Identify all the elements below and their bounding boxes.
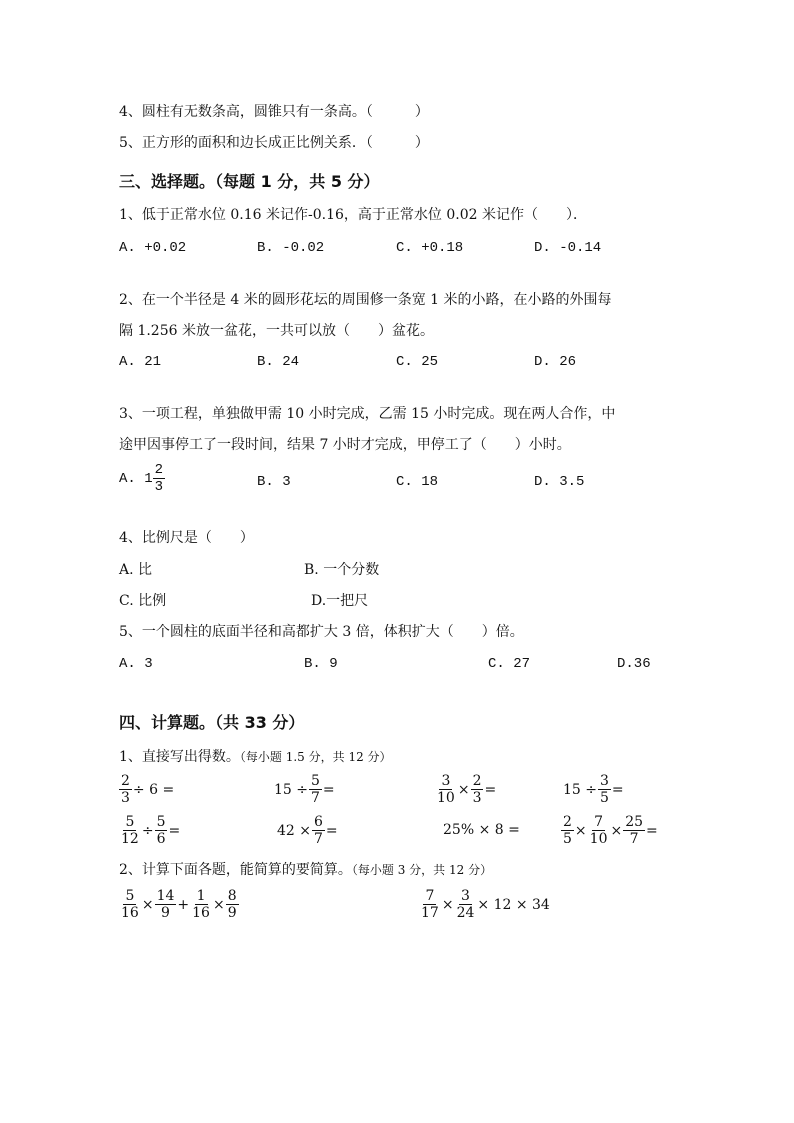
- expr-prefix: 15 ÷: [274, 781, 308, 798]
- fraction-denominator: 12: [121, 831, 139, 847]
- fraction: [309, 773, 322, 806]
- s4-q2-expr-2: [419, 888, 550, 921]
- section3-title: 三、选择题。（每题 1 分，共 5 分）: [119, 172, 380, 191]
- fraction: [419, 888, 441, 921]
- fraction-denominator: 5: [563, 831, 572, 847]
- fraction-numerator: 1: [196, 888, 206, 904]
- s4-q1-expr-2: [274, 773, 335, 806]
- fraction: [226, 888, 239, 921]
- fraction-denominator: 9: [161, 905, 170, 921]
- fraction-denominator: 3: [121, 790, 130, 806]
- s4-q1-expr-4: [563, 773, 624, 806]
- fraction: [623, 814, 645, 847]
- expr-rest: =: [484, 781, 497, 798]
- fraction-numerator: 6: [314, 814, 323, 830]
- s3-q1-option-d: D. -0.14: [534, 240, 602, 256]
- s3-q2-option-b: B. 24: [257, 354, 300, 370]
- fraction-denominator: 10: [589, 831, 608, 847]
- expr-operator: ×: [212, 896, 225, 913]
- s3-q5-stem: 5、一个圆柱的底面半径和高都扩大 3 倍，体积扩大（ ）倍。: [119, 624, 524, 640]
- expr-prefix: 42 ×: [277, 822, 311, 839]
- s3-q1-option-c: C. +0.18: [396, 240, 464, 256]
- fraction-numerator: 5: [125, 888, 135, 904]
- s3-q5-option-d: D.36: [617, 656, 651, 672]
- fraction-numerator: 3: [441, 773, 451, 789]
- s3-q2-option-a: A. 21: [119, 354, 162, 370]
- s3-q2-stem-line1: 2、在一个半径是 4 米的圆形花坛的周围修一条宽 1 米的小路，在小路的外围每: [119, 292, 612, 308]
- fraction: [312, 814, 325, 847]
- judge-q5: 5、正方形的面积和边长成正比例关系．（ ）: [119, 135, 429, 151]
- s3-q5-option-a: A. 3: [119, 656, 153, 672]
- fraction: [119, 814, 141, 847]
- fraction-numerator: 5: [125, 814, 135, 830]
- s4-q2-stem-text: 2、计算下面各题，能简算的要简算。: [119, 862, 352, 878]
- fraction: [588, 814, 610, 847]
- s3-q4-option-c: C. 比例: [119, 593, 167, 609]
- fraction-numerator: 3: [461, 888, 470, 904]
- fraction-denominator: 6: [156, 831, 166, 847]
- fraction: [155, 814, 168, 847]
- s3-q1-option-b: B. -0.02: [257, 240, 325, 256]
- fraction: [455, 888, 477, 921]
- s4-q1-expr-3: [435, 773, 496, 806]
- s3-q3-option-a-fraction: [153, 462, 165, 495]
- s3-q3-option-c: C. 18: [396, 474, 439, 490]
- s4-q2-note: （每小题 3 分，共 12 分）: [351, 863, 493, 877]
- fraction: [119, 888, 141, 921]
- expr-rest: =: [325, 822, 338, 839]
- fraction-numerator: 14: [156, 888, 175, 904]
- expr-operator: ×: [610, 822, 623, 839]
- s4-q2-stem: [119, 860, 492, 880]
- s3-q3-stem-line2: 途甲因事停工了一段时间，结果 7 小时才完成，甲停工了（ ）小时。: [119, 437, 571, 453]
- s3-q3-option-b: B. 3: [257, 474, 291, 490]
- expr-rest: =: [646, 822, 658, 839]
- s4-q1-expr-6: [277, 814, 338, 847]
- expr-rest: × 12 × 34: [477, 896, 550, 913]
- fraction-numerator: 8: [227, 888, 237, 904]
- fraction: [598, 773, 611, 806]
- s3-q4-stem: 4、比例尺是（ ）: [119, 530, 254, 546]
- fraction-numerator: 5: [156, 814, 166, 830]
- s4-q1-note: （每小题 1.5 分，共 12 分）: [239, 750, 392, 764]
- s3-q3-option-d: D. 3.5: [534, 474, 585, 490]
- s4-q2-expr-1: [119, 888, 239, 921]
- fraction-denominator: 16: [192, 905, 210, 921]
- judge-q4: 4、圆柱有无数条高，圆锥只有一条高。（ ）: [119, 104, 429, 120]
- s3-q4-option-b: B. 一个分数: [304, 562, 380, 578]
- s3-q2-option-c: C. 25: [396, 354, 439, 370]
- expr-text: 25% × 8 =: [443, 822, 520, 838]
- fraction-denominator: 7: [629, 831, 639, 847]
- fraction-denominator: 9: [227, 905, 237, 921]
- s4-q1-expr-1: [119, 773, 174, 806]
- s4-q1-expr-5: [119, 814, 180, 847]
- s3-q5-option-b: B. 9: [304, 656, 338, 672]
- fraction-numerator: 2: [472, 773, 482, 789]
- expr-rest: ÷ 6 =: [132, 781, 175, 798]
- fraction-denominator: 17: [421, 905, 439, 921]
- fraction-denominator: 7: [311, 790, 320, 806]
- s3-q3-option-a-prefix: A. 1: [119, 470, 153, 487]
- fraction-numerator: 2: [121, 773, 130, 789]
- fraction-denominator: 16: [121, 905, 139, 921]
- expr-operator: +: [177, 896, 190, 913]
- s3-q1-option-a: A. +0.02: [119, 240, 187, 256]
- fraction: [471, 773, 484, 806]
- fraction-numerator: 25: [625, 814, 644, 830]
- section4-title: 四、计算题。（共 33 分）: [119, 713, 305, 732]
- s3-q4-option-a: A. 比: [119, 562, 153, 578]
- fraction-denominator: 10: [437, 790, 455, 806]
- fraction-denominator: 3: [472, 790, 482, 806]
- fraction-numerator: 5: [311, 773, 320, 789]
- fraction-numerator: 3: [600, 773, 609, 789]
- expr-operator: ×: [574, 822, 587, 839]
- s3-q3-option-a: [119, 462, 165, 495]
- s3-q2-option-d: D. 26: [534, 354, 577, 370]
- fraction: [435, 773, 457, 806]
- s3-q2-stem-line2: 隔 1.256 米放一盆花，一共可以放（ ）盆花。: [119, 323, 434, 339]
- s3-q3-stem-line1: 3、一项工程，单独做甲需 10 小时完成，乙需 15 小时完成。现在两人合作，中: [119, 406, 616, 422]
- expr-rest: =: [322, 781, 335, 798]
- s3-q5-option-c: C. 27: [488, 656, 531, 672]
- fraction-numerator: 7: [425, 888, 435, 904]
- fraction: [119, 773, 132, 806]
- s4-q1-stem: [119, 747, 392, 767]
- s4-q1-stem-text: 1、直接写出得数。: [119, 749, 240, 765]
- fraction-denominator: 7: [314, 831, 323, 847]
- expr-rest: =: [611, 781, 624, 798]
- fraction-denominator: 24: [456, 905, 475, 921]
- expr-rest: =: [168, 822, 181, 839]
- expr-operator: ÷: [141, 822, 154, 839]
- expr-operator: ×: [141, 896, 154, 913]
- expr-operator: ×: [457, 781, 470, 798]
- fraction-denominator: 5: [600, 790, 609, 806]
- expr-operator: ×: [441, 896, 454, 913]
- expr-prefix: 15 ÷: [563, 781, 597, 798]
- s3-q1-stem: 1、低于正常水位 0.16 米记作-0.16，高于正常水位 0.02 米记作（ ）．: [119, 207, 587, 223]
- fraction-numerator: 2: [154, 462, 164, 478]
- s4-q1-expr-8: [561, 814, 658, 847]
- fraction: [561, 814, 574, 847]
- s3-q4-option-d: D.一把尺: [311, 593, 369, 609]
- fraction-numerator: 2: [563, 814, 572, 830]
- fraction-denominator: 3: [154, 479, 164, 495]
- fraction: [155, 888, 177, 921]
- fraction: [190, 888, 212, 921]
- s4-q1-expr-7: [443, 822, 520, 838]
- fraction-numerator: 7: [594, 814, 604, 830]
